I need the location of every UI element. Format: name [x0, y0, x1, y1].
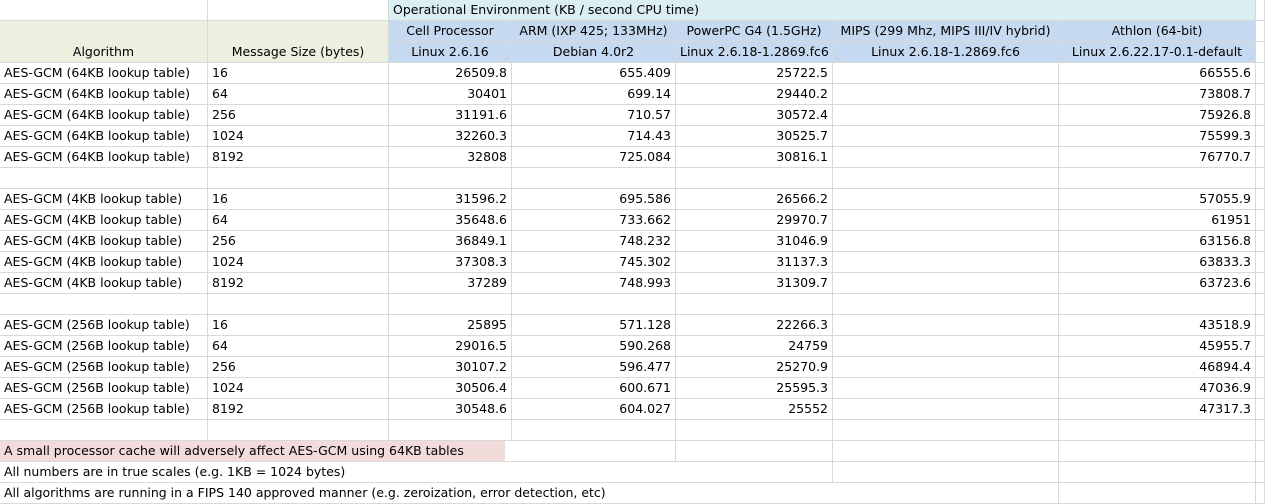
algorithm-cell[interactable]: AES-GCM (64KB lookup table): [0, 63, 208, 84]
note-blank-4[interactable]: [1059, 441, 1256, 462]
fips-note[interactable]: All algorithms are running in a FIPS 140 approved manner (e.g. zeroization, error detection, etc): [0, 483, 833, 504]
message-size-header[interactable]: Message Size (bytes): [208, 21, 389, 63]
algorithm-cell[interactable]: AES-GCM (4KB lookup table): [0, 210, 208, 231]
powerpc-value[interactable]: 30525.7: [676, 126, 833, 147]
cell-processor-value[interactable]: [389, 168, 512, 189]
header-cell-blank-h[interactable]: [1256, 0, 1265, 21]
blank-cell[interactable]: [1256, 63, 1265, 84]
note-blank-1[interactable]: [505, 441, 676, 462]
table-row: [0, 273, 1265, 294]
algorithm-cell[interactable]: [0, 420, 208, 441]
athlon-value[interactable]: 47036.9: [1059, 378, 1256, 399]
arm-value[interactable]: 725.084: [512, 147, 676, 168]
powerpc-value[interactable]: 25722.5: [676, 63, 833, 84]
cell-processor-value[interactable]: 30506.4: [389, 378, 512, 399]
athlon-value[interactable]: 47317.3: [1059, 399, 1256, 420]
message-size-cell[interactable]: [208, 294, 389, 315]
algorithm-cell[interactable]: AES-GCM (64KB lookup table): [0, 84, 208, 105]
table-row: [0, 189, 1265, 210]
cell-processor-value[interactable]: 30401: [389, 84, 512, 105]
table-row: [0, 231, 1265, 252]
cell-processor-value[interactable]: 32260.3: [389, 126, 512, 147]
table-row: [0, 63, 1265, 84]
header-row-1: [0, 0, 1265, 21]
message-size-cell[interactable]: 64: [208, 84, 389, 105]
blank-cell[interactable]: [1256, 252, 1265, 273]
table-row: [0, 336, 1265, 357]
powerpc-value[interactable]: 29970.7: [676, 210, 833, 231]
platform-name-athlon[interactable]: Athlon (64-bit): [1059, 21, 1256, 42]
athlon-value[interactable]: [1059, 168, 1256, 189]
cell-processor-value[interactable]: 32808: [389, 147, 512, 168]
platform-os-cell[interactable]: Linux 2.6.16: [389, 42, 512, 63]
message-size-cell[interactable]: 1024: [208, 378, 389, 399]
mips-value[interactable]: [833, 357, 1059, 378]
algorithm-cell[interactable]: AES-GCM (64KB lookup table): [0, 126, 208, 147]
mips-value[interactable]: [833, 420, 1059, 441]
powerpc-value[interactable]: [676, 294, 833, 315]
note-blank-9[interactable]: [1256, 462, 1265, 483]
mips-value[interactable]: [833, 273, 1059, 294]
powerpc-value[interactable]: 31309.7: [676, 273, 833, 294]
powerpc-value[interactable]: 31046.9: [676, 231, 833, 252]
message-size-cell[interactable]: 16: [208, 315, 389, 336]
message-size-cell[interactable]: 1024: [208, 252, 389, 273]
arm-value[interactable]: 571.128: [512, 315, 676, 336]
arm-value[interactable]: [512, 168, 676, 189]
blank-cell[interactable]: [1256, 147, 1265, 168]
table-row: [0, 294, 1265, 315]
algorithm-cell[interactable]: AES-GCM (256B lookup table): [0, 336, 208, 357]
cell-processor-value[interactable]: 31191.6: [389, 105, 512, 126]
arm-value[interactable]: 733.662: [512, 210, 676, 231]
athlon-value[interactable]: 46894.4: [1059, 357, 1256, 378]
arm-value[interactable]: 604.027: [512, 399, 676, 420]
header-row-3: [0, 42, 1265, 63]
message-size-cell[interactable]: [208, 168, 389, 189]
arm-value[interactable]: 655.409: [512, 63, 676, 84]
arm-value[interactable]: 748.232: [512, 231, 676, 252]
athlon-value[interactable]: 63833.3: [1059, 252, 1256, 273]
cell-processor-value[interactable]: 35648.6: [389, 210, 512, 231]
note-row-cache: [0, 441, 1265, 462]
algorithm-cell[interactable]: [0, 294, 208, 315]
mips-value[interactable]: [833, 399, 1059, 420]
cell-processor-value[interactable]: 36849.1: [389, 231, 512, 252]
arm-value[interactable]: 699.14: [512, 84, 676, 105]
cell-processor-value[interactable]: 31596.2: [389, 189, 512, 210]
message-size-cell[interactable]: 16: [208, 63, 389, 84]
table-row: [0, 126, 1265, 147]
blank-cell[interactable]: [1256, 294, 1265, 315]
blank-cell[interactable]: [1256, 399, 1265, 420]
cell-processor-value[interactable]: 25895: [389, 315, 512, 336]
powerpc-value[interactable]: 25270.9: [676, 357, 833, 378]
athlon-value[interactable]: 57055.9: [1059, 189, 1256, 210]
scales-note[interactable]: All numbers are in true scales (e.g. 1KB = 1024 bytes): [0, 462, 676, 483]
athlon-value[interactable]: 43518.9: [1059, 315, 1256, 336]
athlon-value[interactable]: 73808.7: [1059, 84, 1256, 105]
message-size-cell[interactable]: 256: [208, 357, 389, 378]
cell-processor-value[interactable]: 30548.6: [389, 399, 512, 420]
arm-value[interactable]: 748.993: [512, 273, 676, 294]
blank-cell[interactable]: [1256, 336, 1265, 357]
mips-value[interactable]: [833, 84, 1059, 105]
message-size-cell[interactable]: 1024: [208, 126, 389, 147]
powerpc-value[interactable]: 25595.3: [676, 378, 833, 399]
mips-value[interactable]: [833, 210, 1059, 231]
athlon-value[interactable]: [1059, 420, 1256, 441]
algorithm-cell[interactable]: AES-GCM (4KB lookup table): [0, 273, 208, 294]
algorithm-cell[interactable]: AES-GCM (4KB lookup table): [0, 231, 208, 252]
blank-cell[interactable]: [1256, 231, 1265, 252]
message-size-cell[interactable]: 16: [208, 189, 389, 210]
operational-environment-header[interactable]: Operational Environment (KB / second CPU time): [389, 0, 1256, 21]
mips-value[interactable]: [833, 252, 1059, 273]
platform-os-arm[interactable]: Debian 4.0r2: [512, 42, 676, 63]
mips-value[interactable]: [833, 168, 1059, 189]
message-size-cell[interactable]: 8192: [208, 399, 389, 420]
algorithm-cell[interactable]: AES-GCM (256B lookup table): [0, 378, 208, 399]
cell-processor-value[interactable]: 37308.3: [389, 252, 512, 273]
message-size-cell[interactable]: 64: [208, 336, 389, 357]
athlon-value[interactable]: 75599.3: [1059, 126, 1256, 147]
arm-value[interactable]: 714.43: [512, 126, 676, 147]
powerpc-value[interactable]: 31137.3: [676, 252, 833, 273]
platform-name-ppc[interactable]: PowerPC G4 (1.5GHz): [676, 21, 833, 42]
algorithm-header[interactable]: Algorithm: [0, 21, 208, 63]
athlon-value[interactable]: 66555.6: [1059, 63, 1256, 84]
athlon-value[interactable]: 63156.8: [1059, 231, 1256, 252]
blank-cell[interactable]: [1256, 378, 1265, 399]
note-blank-7[interactable]: [833, 462, 1059, 483]
header-cell-blank-a[interactable]: [0, 0, 208, 21]
message-size-cell[interactable]: [208, 420, 389, 441]
powerpc-value[interactable]: 24759: [676, 336, 833, 357]
mips-value[interactable]: [833, 231, 1059, 252]
mips-value[interactable]: [833, 315, 1059, 336]
mips-value[interactable]: [833, 126, 1059, 147]
platform-name-cell[interactable]: Cell Processor: [389, 21, 512, 42]
blank-cell[interactable]: [1256, 168, 1265, 189]
note-blank-6[interactable]: [676, 462, 833, 483]
blank-cell[interactable]: [1256, 210, 1265, 231]
powerpc-value[interactable]: 29440.2: [676, 84, 833, 105]
note-blank-3[interactable]: [833, 441, 1059, 462]
platform-os-athlon[interactable]: Linux 2.6.22.17-0.1-default: [1059, 42, 1256, 63]
algorithm-cell[interactable]: AES-GCM (256B lookup table): [0, 399, 208, 420]
powerpc-value[interactable]: 25552: [676, 399, 833, 420]
note-row-fips: [0, 483, 1265, 504]
note-blank-5[interactable]: [1256, 441, 1265, 462]
message-size-cell[interactable]: 8192: [208, 273, 389, 294]
cell-processor-value[interactable]: [389, 294, 512, 315]
platform-os-ppc[interactable]: Linux 2.6.18-1.2869.fc6: [676, 42, 833, 63]
table-row: [0, 168, 1265, 189]
powerpc-value[interactable]: [676, 168, 833, 189]
algorithm-cell[interactable]: AES-GCM (4KB lookup table): [0, 189, 208, 210]
blank-cell[interactable]: [1256, 84, 1265, 105]
mips-value[interactable]: [833, 294, 1059, 315]
blank-cell[interactable]: [1256, 189, 1265, 210]
mips-value[interactable]: [833, 147, 1059, 168]
cell-processor-value[interactable]: 26509.8: [389, 63, 512, 84]
mips-value[interactable]: [833, 378, 1059, 399]
algorithm-cell[interactable]: [0, 168, 208, 189]
arm-value[interactable]: [512, 294, 676, 315]
algorithm-cell[interactable]: AES-GCM (256B lookup table): [0, 357, 208, 378]
cell-processor-value[interactable]: 30107.2: [389, 357, 512, 378]
powerpc-value[interactable]: 30816.1: [676, 147, 833, 168]
note-blank-2[interactable]: [676, 441, 833, 462]
note-blank-10[interactable]: [833, 483, 1059, 504]
table-row: [0, 378, 1265, 399]
table-row: [0, 399, 1265, 420]
mips-value[interactable]: [833, 189, 1059, 210]
cell-processor-value[interactable]: 29016.5: [389, 336, 512, 357]
cell-processor-value[interactable]: [389, 420, 512, 441]
mips-value[interactable]: [833, 63, 1059, 84]
message-size-cell[interactable]: 8192: [208, 147, 389, 168]
header-cell-blank-b[interactable]: [208, 0, 389, 21]
athlon-value[interactable]: 76770.7: [1059, 147, 1256, 168]
blank-cell[interactable]: [1256, 105, 1265, 126]
mips-value[interactable]: [833, 336, 1059, 357]
blank-cell[interactable]: [1256, 357, 1265, 378]
algorithm-cell[interactable]: AES-GCM (64KB lookup table): [0, 147, 208, 168]
table-row: [0, 84, 1265, 105]
algorithm-cell[interactable]: AES-GCM (256B lookup table): [0, 315, 208, 336]
table-row: [0, 147, 1265, 168]
athlon-value[interactable]: 61951: [1059, 210, 1256, 231]
table-row: [0, 210, 1265, 231]
algorithm-cell[interactable]: AES-GCM (4KB lookup table): [0, 252, 208, 273]
arm-value[interactable]: 596.477: [512, 357, 676, 378]
table-row: [0, 315, 1265, 336]
blank-cell[interactable]: [1256, 273, 1265, 294]
arm-value[interactable]: 710.57: [512, 105, 676, 126]
arm-value[interactable]: [512, 420, 676, 441]
platform-name-arm[interactable]: ARM (IXP 425; 133MHz): [512, 21, 676, 42]
blank-cell[interactable]: [1256, 126, 1265, 147]
mips-value[interactable]: [833, 105, 1059, 126]
athlon-value[interactable]: 45955.7: [1059, 336, 1256, 357]
platform-os-mips[interactable]: Linux 2.6.18-1.2869.fc6: [833, 42, 1059, 63]
table-row: [0, 420, 1265, 441]
blank-cell[interactable]: [1256, 420, 1265, 441]
cache-warning-note[interactable]: A small processor cache will adversely affect AES-GCM using 64KB tables: [0, 441, 505, 462]
powerpc-value[interactable]: [676, 420, 833, 441]
header-cell-blank-h3[interactable]: [1256, 42, 1265, 63]
platform-name-mips[interactable]: MIPS (299 Mhz, MIPS III/IV hybrid): [833, 21, 1059, 42]
note-blank-12[interactable]: [1256, 483, 1265, 504]
table-row: [0, 252, 1265, 273]
message-size-cell[interactable]: 256: [208, 105, 389, 126]
table-row: [0, 105, 1265, 126]
powerpc-value[interactable]: 22266.3: [676, 315, 833, 336]
message-size-cell[interactable]: 64: [208, 210, 389, 231]
arm-value[interactable]: 745.302: [512, 252, 676, 273]
athlon-value[interactable]: 63723.6: [1059, 273, 1256, 294]
note-row-scales: [0, 462, 1265, 483]
table-row: [0, 357, 1265, 378]
athlon-value[interactable]: 75926.8: [1059, 105, 1256, 126]
blank-cell[interactable]: [1256, 315, 1265, 336]
cell-processor-value[interactable]: 37289: [389, 273, 512, 294]
note-blank-8[interactable]: [1059, 462, 1256, 483]
arm-value[interactable]: 600.671: [512, 378, 676, 399]
message-size-cell[interactable]: 256: [208, 231, 389, 252]
arm-value[interactable]: 695.586: [512, 189, 676, 210]
note-blank-11[interactable]: [1059, 483, 1256, 504]
powerpc-value[interactable]: 30572.4: [676, 105, 833, 126]
arm-value[interactable]: 590.268: [512, 336, 676, 357]
algorithm-cell[interactable]: AES-GCM (64KB lookup table): [0, 105, 208, 126]
powerpc-value[interactable]: 26566.2: [676, 189, 833, 210]
athlon-value[interactable]: [1059, 294, 1256, 315]
header-cell-blank-h2[interactable]: [1256, 21, 1265, 42]
